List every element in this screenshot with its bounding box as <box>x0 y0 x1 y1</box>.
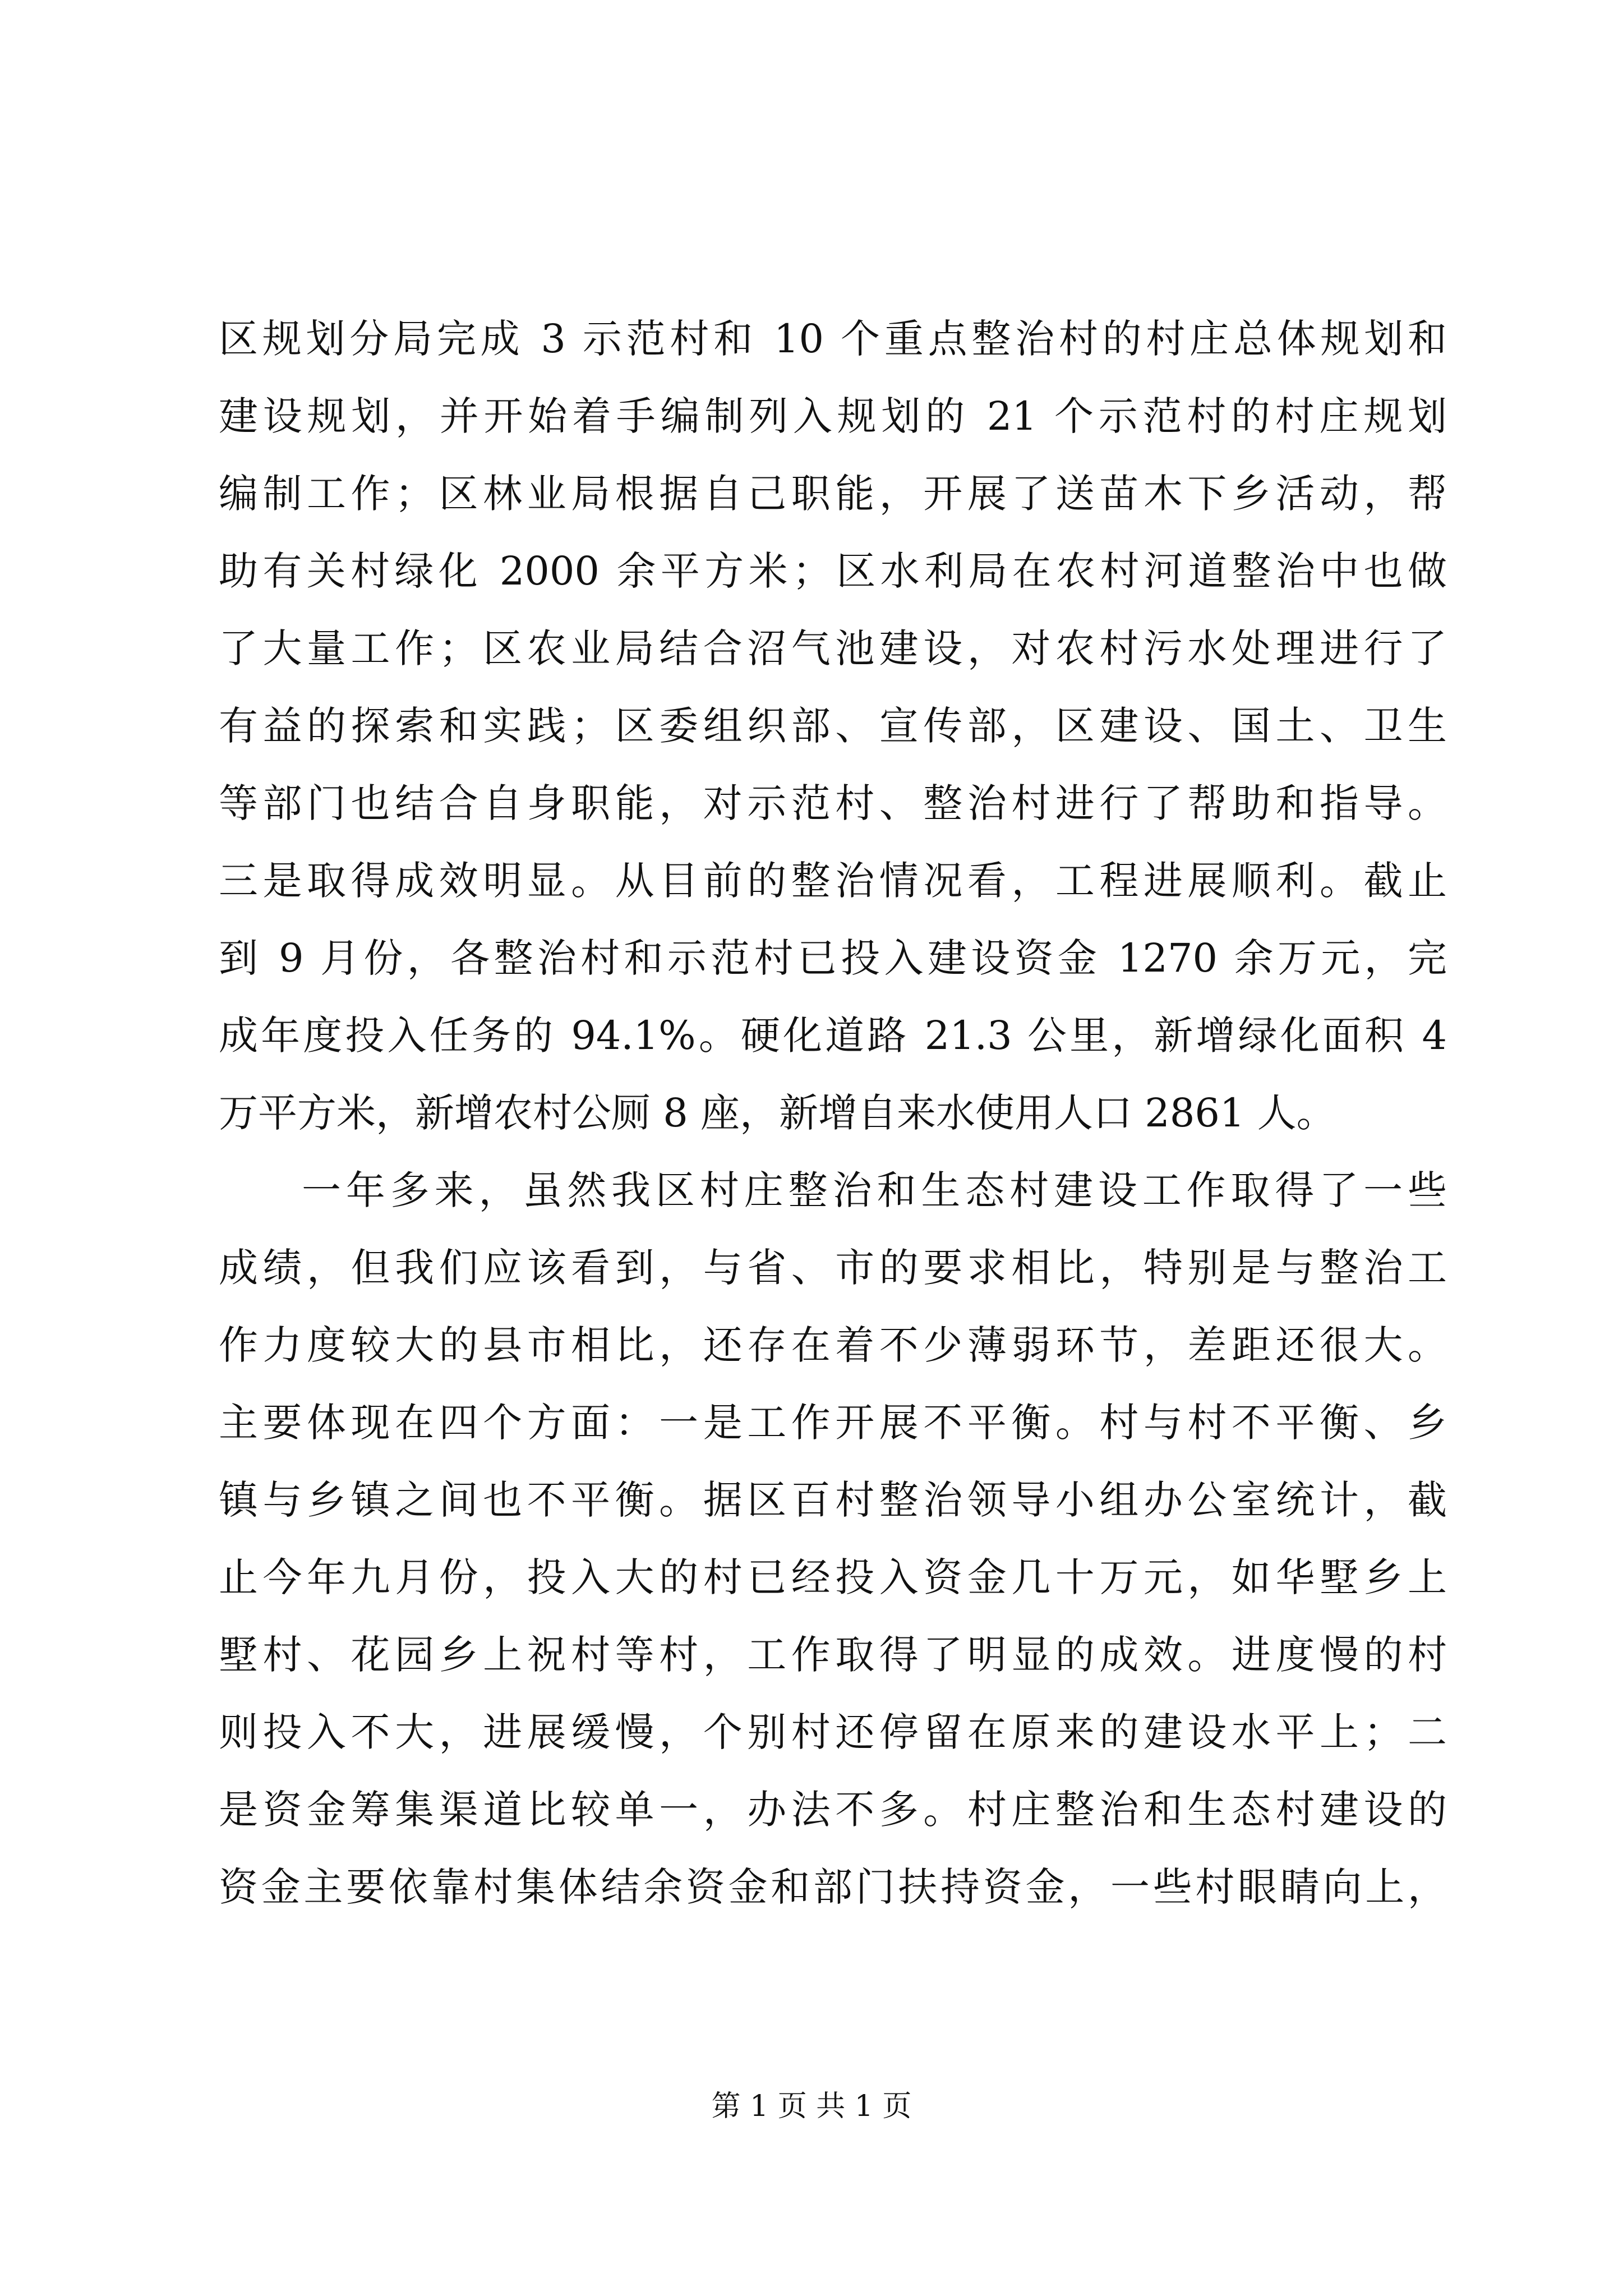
text-line: 作力度较大的县市相比，还存在着不少薄弱环节，差距还很大。 <box>219 1322 1447 1368</box>
text-line: 止今年九月份，投入大的村已经投入资金几十万元，如华墅乡上 <box>219 1554 1447 1600</box>
text-line: 成年度投入任务的 94.1%。硬化道路 21.3 公里，新增绿化面积 4 <box>219 1013 1447 1059</box>
text-line: 了大量工作；区农业局结合沼气池建设，对农村污水处理进行了 <box>219 625 1447 671</box>
document-body <box>219 300 1447 1926</box>
paragraph-first-line: 一年多来，虽然我区村庄整治和生态村建设工作取得了一些 <box>302 1167 1447 1213</box>
text-line: 主要体现在四个方面：一是工作开展不平衡。村与村不平衡、乡 <box>219 1400 1447 1446</box>
text-line: 镇与乡镇之间也不平衡。据区百村整治领导小组办公室统计，截 <box>219 1477 1447 1523</box>
text-line: 等部门也结合自身职能，对示范村、整治村进行了帮助和指导。 <box>219 780 1447 826</box>
text-line: 助有关村绿化 2000 余平方米；区水利局在农村河道整治中也做 <box>219 548 1447 594</box>
text-line: 到 9 月份，各整治村和示范村已投入建设资金 1270 余万元，完 <box>219 935 1447 981</box>
text-line: 区规划分局完成 3 示范村和 10 个重点整治村的村庄总体规划和 <box>219 316 1447 362</box>
page-footer: 第 1 页 共 1 页 <box>711 2090 912 2123</box>
text-line: 墅村、花园乡上祝村等村，工作取得了明显的成效。进度慢的村 <box>219 1632 1447 1678</box>
text-line: 三是取得成效明显。从目前的整治情况看，工程进展顺利。截止 <box>219 858 1447 904</box>
text-line: 成绩，但我们应该看到，与省、市的要求相比，特别是与整治工 <box>219 1245 1447 1291</box>
text-line: 建设规划，并开始着手编制列入规划的 21 个示范村的村庄规划 <box>219 393 1447 439</box>
text-line: 有益的探索和实践；区委组织部、宣传部，区建设、国土、卫生 <box>219 703 1447 749</box>
text-line: 编制工作；区林业局根据自己职能，开展了送苗木下乡活动，帮 <box>219 471 1447 517</box>
text-line: 资金主要依靠村集体结余资金和部门扶持资金，一些村眼睛向上， <box>219 1864 1447 1910</box>
text-line: 是资金筹集渠道比较单一，办法不多。村庄整治和生态村建设的 <box>219 1787 1447 1833</box>
text-line: 则投入不大，进展缓慢，个别村还停留在原来的建设水平上；二 <box>219 1709 1447 1755</box>
text-line: 万平方米，新增农村公厕 8 座，新增自来水使用人口 2861 人。 <box>219 1090 1336 1136</box>
